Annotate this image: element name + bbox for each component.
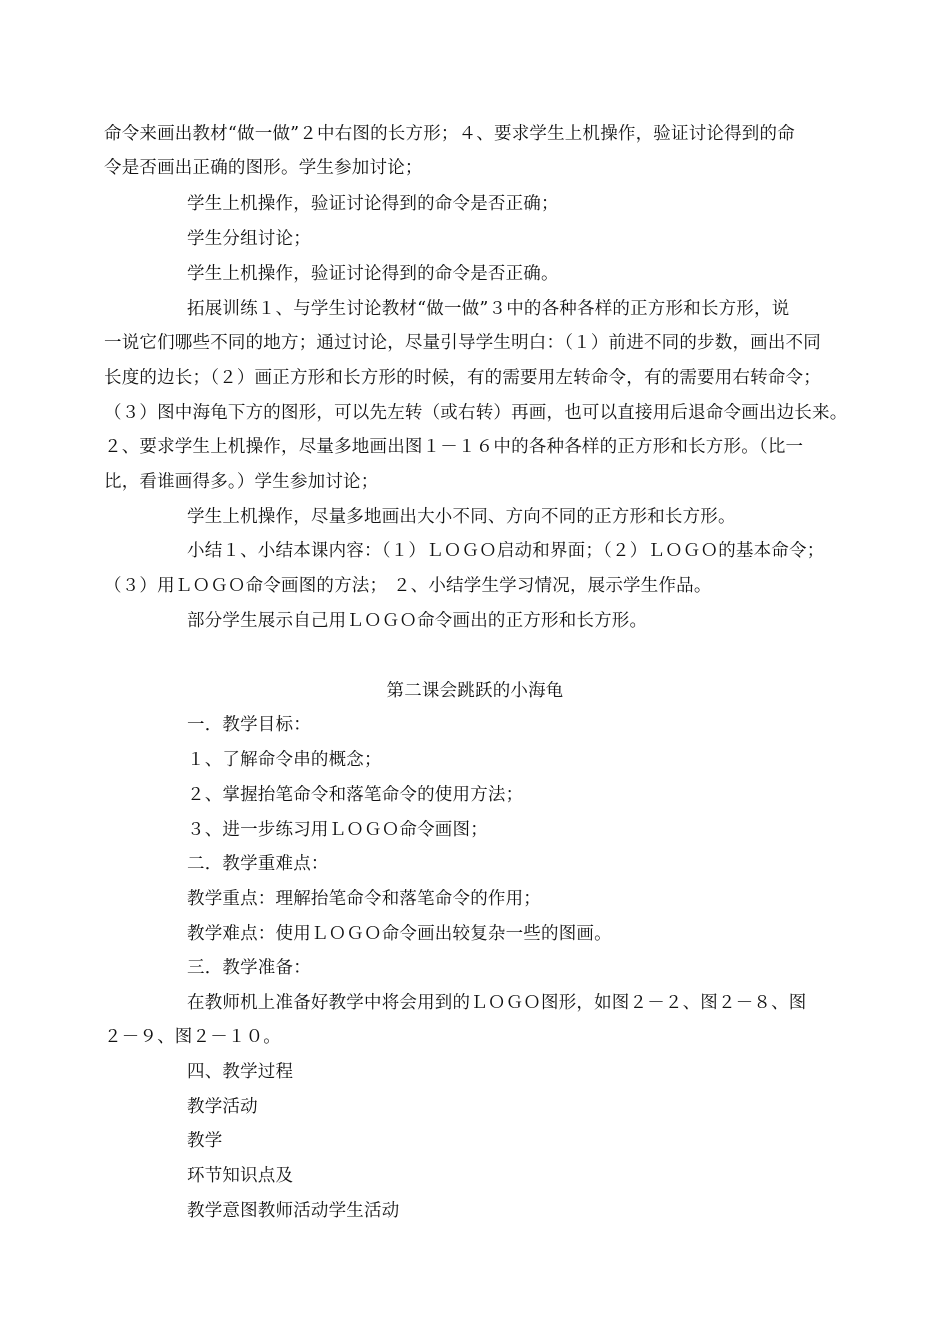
paragraph-line: 一说它们哪些不同的地方；通过讨论，尽量引导学生明白：（１）前进不同的步数，画出不同 [104, 333, 821, 353]
heading-objectives: 一．教学目标： [187, 715, 311, 735]
paragraph-line: 命令来画出教材“做一做”２中右图的长方形；４、要求学生上机操作，验证讨论得到的命 [104, 124, 795, 144]
paragraph-line: （３）图中海龟下方的图形，可以先左转（或右转）再画，也可以直接用后退命令画出边长来。 [104, 403, 848, 423]
paragraph-line: 在教师机上准备好教学中将会用到的ＬＯＧＯ图形，如图２－２、图２－８、图 [187, 993, 807, 1013]
paragraph-line: ２、要求学生上机操作，尽量多地画出图１－１６中的各种各样的正方形和长方形。（比一 [104, 437, 804, 457]
paragraph-line: 拓展训练１、与学生讨论教材“做一做”３中的各种各样的正方形和长方形，说 [187, 299, 790, 319]
list-item: １、了解命令串的概念； [187, 750, 382, 770]
paragraph-line: 令是否画出正确的图形。学生参加讨论； [104, 158, 423, 178]
paragraph-line: 教学活动 [187, 1097, 258, 1117]
heading-process: 四、教学过程 [187, 1062, 294, 1082]
list-item: ３、进一步练习用ＬＯＧＯ命令画图； [187, 820, 488, 840]
paragraph-line: 教学 [187, 1131, 223, 1151]
paragraph-line: 环节知识点及 [187, 1166, 294, 1186]
paragraph-line: 学生上机操作，验证讨论得到的命令是否正确； [187, 194, 559, 214]
section-title: 第二课会跳跃的小海龟 [386, 681, 564, 701]
paragraph-line: 部分学生展示自己用ＬＯＧＯ命令画出的正方形和长方形。 [187, 611, 648, 631]
paragraph-line: 小结１、小结本课内容：（１）ＬＯＧＯ启动和界面；（２）ＬＯＧＯ的基本命令； [187, 541, 825, 561]
list-item: ２、掌握抬笔命令和落笔命令的使用方法； [187, 785, 524, 805]
paragraph-line: （３）用ＬＯＧＯ命令画图的方法； ２、小结学生学习情况，展示学生作品。 [104, 576, 712, 596]
heading-key-points: 二．教学重难点： [187, 854, 329, 874]
paragraph-line: 学生上机操作，尽量多地画出大小不同、方向不同的正方形和长方形。 [187, 507, 736, 527]
paragraph-line: ２－９、图２－１０。 [104, 1027, 281, 1047]
paragraph-line: 学生分组讨论； [187, 229, 311, 249]
paragraph-line: 教学重点：理解抬笔命令和落笔命令的作用； [187, 889, 541, 909]
paragraph-line: 教学难点：使用ＬＯＧＯ命令画出较复杂一些的图画。 [187, 924, 612, 944]
paragraph-line: 长度的边长；（２）画正方形和长方形的时候，有的需要用左转命令，有的需要用右转命令； [104, 368, 821, 388]
paragraph-line: 教学意图教师活动学生活动 [187, 1201, 400, 1221]
heading-preparation: 三．教学准备： [187, 958, 311, 978]
paragraph-line: 比，看谁画得多。）学生参加讨论； [104, 472, 379, 492]
paragraph-line: 学生上机操作，验证讨论得到的命令是否正确。 [187, 264, 559, 284]
